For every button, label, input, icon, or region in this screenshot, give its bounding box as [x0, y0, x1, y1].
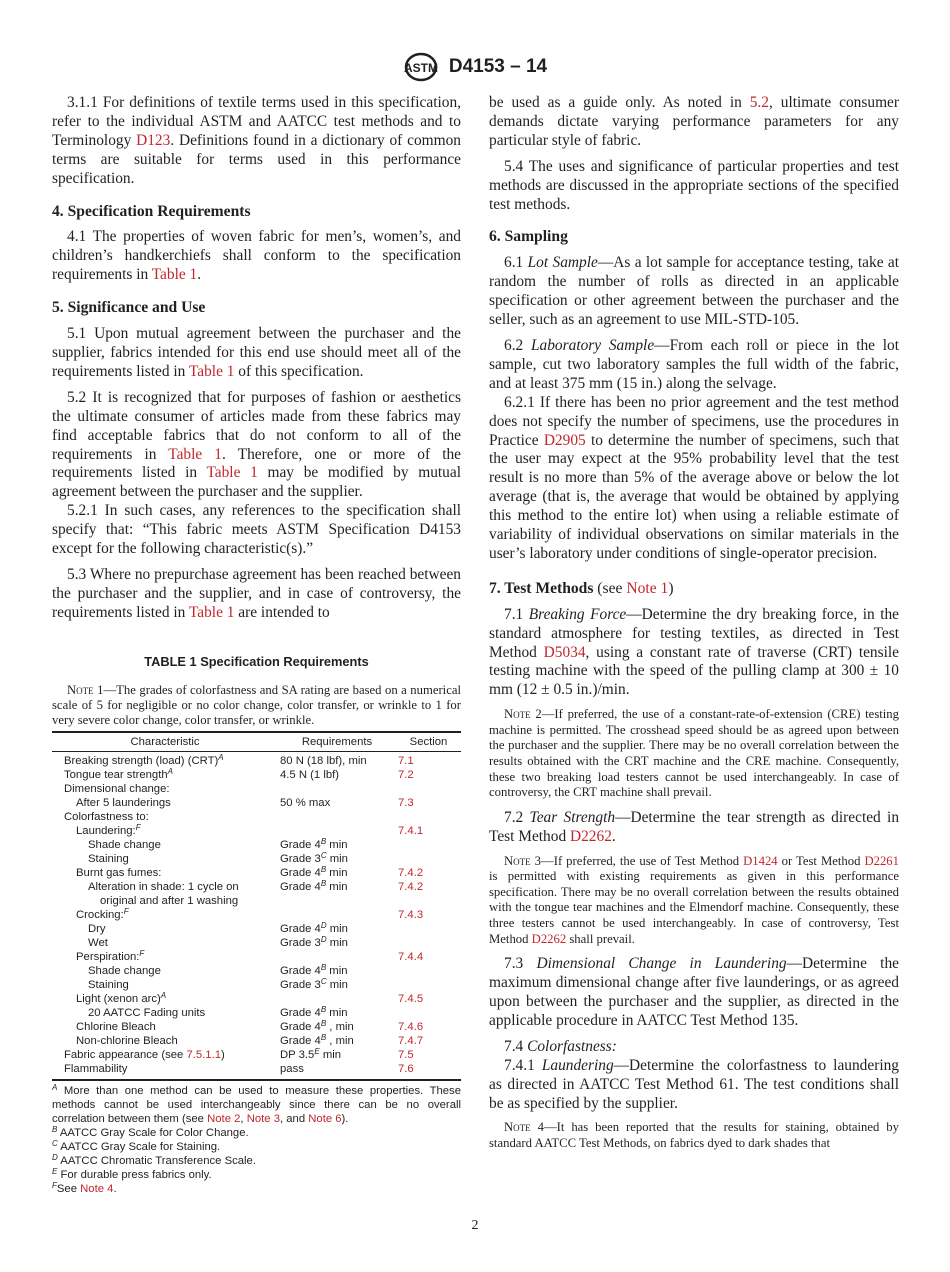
link-table-1[interactable]: Table 1: [206, 464, 258, 482]
paragraph-5-2-1: 5.2.1 In such cases, any references to the specification shall specify that: “This fabric meets ASTM Specification D4153 except for the following characteristic(s).”: [52, 502, 461, 558]
table-row: Crocking:$^F$ 7.4.3: [52, 908, 461, 922]
link-d1424[interactable]: D1424: [743, 853, 778, 868]
footnote-d: $^D$ AATCC Chromatic Transference Scale.: [52, 1152, 256, 1167]
paragraph-6-1: 6.1 Lot Sample—As a lot sample for acceptance testing, take at random the number of rolls as directed in an applicable specification or other agreement between the purchaser and the seller, such as an agreement to use MIL-STD-105.: [489, 254, 899, 329]
paragraph-7-4-1: 7.4.1 Laundering—Determine the colorfastness to laundering as directed in AATCC Test Method 61. The test conditions shall be as specified by the supplier.: [489, 1056, 899, 1112]
paragraph-5-2: 5.2 It is recognized that for purposes of fashion or aesthetics the ultimate consumer of articles made from these fabrics may find acceptable fabrics that do not conform to all of the requirements in Table 1. Therefore, one or more of the requirements listed in Table 1 may be modified by mutual agreement between the purchaser and the supplier.: [52, 388, 461, 501]
paragraph-6-2: 6.2 Laboratory Sample—From each roll or piece in the lot sample, cut two laboratory samples the full width of the fabric, and at least 375 mm (15 in.) along the selvage.: [489, 336, 899, 392]
table-note-1: Note 1—The grades of colorfastness and SA rating are based on a numerical scale of 5 for negligible or no color change, color transfer, or wrinkle to 1 for very severe color change, color transfer, or wrinkle.: [52, 682, 461, 728]
table-row: Chlorine Bleach Grade $4^B$ , min 7.4.6: [52, 1020, 461, 1034]
link-note-4[interactable]: Note 4: [80, 1182, 114, 1195]
table-row: Dimensional change:: [64, 782, 170, 795]
table-row: Non-chlorine Bleach Grade $4^B$ , min 7.4.7: [52, 1034, 461, 1048]
link-7-5-1-1[interactable]: 7.5.1.1: [186, 1048, 222, 1061]
table-row: Light (xenon arc)$^A$ 7.4.5: [52, 992, 461, 1006]
link-d2262[interactable]: D2262: [570, 827, 612, 845]
right-column: [489, 94, 899, 1160]
link-note-2[interactable]: Note 2: [207, 1112, 241, 1125]
paragraph-5-3-continued: be used as a guide only. As noted in 5.2, ultimate consumer demands dictate varying performance parameters for any particular style of fabric.: [489, 94, 899, 149]
table-row: After 5 launderings 50 % max 7.3: [52, 796, 461, 810]
paragraph-5-1: 5.1 Upon mutual agreement between the purchaser and the supplier, fabrics intended for this end use should meet all of the requirements listed in Table 1 of this specification.: [52, 325, 461, 380]
link-d5034[interactable]: D5034: [543, 643, 586, 661]
link-note-3[interactable]: Note 3: [246, 1112, 280, 1125]
table-footnotes: [52, 1084, 461, 1196]
table-row: Tongue tear strength$^A$ 4.5 N (1 lbf) 7.2: [52, 768, 461, 782]
table-row: Alteration in shade: 1 cycle on Grade $4^B$ min 7.4.2: [52, 880, 461, 894]
link-d2905[interactable]: D2905: [543, 431, 586, 449]
link-table-1[interactable]: Table 1: [188, 603, 235, 621]
document-designation: D4153 – 14: [448, 56, 548, 77]
paragraph-7-3: 7.3 Dimensional Change in Laundering—Determine the maximum dimensional change after five launderings, or as agreed upon between the purchaser and the supplier, as directed in the applicable procedure in AATCC Test Method 135.: [489, 955, 899, 1029]
table-row: Shade change Grade $4^B$ min: [88, 962, 348, 977]
note-4: Note 4—It has been reported that the results for staining, obtained by standard AATCC Test Methods, on fabrics dyed to dark shades that: [489, 1120, 899, 1151]
link-5-2[interactable]: 5.2: [749, 94, 769, 111]
left-column: [52, 94, 461, 1196]
table-row: original and after 1 washing: [100, 894, 239, 907]
paragraph-7-4: 7.4 Colorfastness:: [504, 1037, 617, 1055]
paragraph-7-1: 7.1 Breaking Force—Determine the dry breaking force, in the standard atmosphere for testing textiles, as directed in Test Method D5034, using a constant rate of traverse (CRT) tensile testing machine with the speed of the pulling clamp at 300 ± 10 mm (12 ± 0.5 in.)/min.: [489, 605, 900, 699]
footnote-e: $^E$ For durable press fabrics only.: [52, 1166, 212, 1181]
section-heading-5: 5. Significance and Use: [52, 299, 206, 317]
paragraph-5-4: 5.4 The uses and significance of particular properties and test methods are discussed in the appropriate sections of the specified test methods.: [489, 157, 899, 213]
table-row: Shade change Grade $4^B$ min: [88, 836, 348, 851]
section-link[interactable]: 7.4.3: [398, 908, 424, 921]
table-row: Fabric appearance (see 7.5.1.1) DP $3.5^E$ min 7.5: [52, 1048, 461, 1062]
table-row: Perspiration:$^F$ 7.4.4: [52, 950, 461, 964]
paragraph-3-1-1: 3.1.1 For definitions of textile terms used in this specification, refer to the individual ASTM and AATCC test methods and to Terminology D123. Definitions found in a dictionary of common terms are suitable for terms used in this performance specification.: [52, 94, 461, 187]
footnote-a: $^A$ More than one method can be used to measure these properties. These methods cannot be used interchangeably since there can be no overall correlation between them (see Note 2, Note 3, and Note 6).: [52, 1082, 461, 1125]
column-header-section: Section: [409, 735, 448, 748]
link-note-6[interactable]: Note 6: [308, 1112, 342, 1125]
section-heading-6: 6. Sampling: [489, 228, 568, 246]
astm-logo-icon: [403, 52, 439, 82]
paragraph-6-2-1: 6.2.1 If there has been no prior agreement and the test method does not specify the number of specimens, use the procedures in Practice D2905 to determine the number of specimens, such that the user may expect at the 95% probability level that the test result is no more than 5% of the average above or below the lot average (that is, the average that would be obtained by applying this method to the entire lot) when using a reliable estimate of variability of individual observations on similar materials in the user’s laboratory under conditions of single-operator precision.: [489, 393, 899, 562]
link-note-1[interactable]: Note 1: [626, 579, 669, 597]
table-row: Colorfastness to:: [64, 810, 149, 823]
section-link[interactable]: 7.4.2: [398, 866, 424, 879]
footnote-f: $^F$See Note 4.: [52, 1180, 117, 1195]
section-link[interactable]: 7.4.2: [398, 880, 424, 893]
page-header: [0, 52, 950, 86]
section-link[interactable]: 7.4.4: [398, 950, 424, 963]
column-header-requirements: Requirements: [301, 735, 373, 748]
note-3: Note 3—If preferred, the use of Test Method D1424 or Test Method D2261 is permitted with existing requirements as given in this performance specification. There may be no overall correlation between the results obtained with the tongue tear machines and the Elmendorf machine. Consequently, these three testers cannot be used interchangeably. In case of controversy, Test Method D2262 shall prevail.: [489, 853, 899, 946]
section-link[interactable]: 7.5: [398, 1048, 414, 1061]
section-link[interactable]: 7.6: [398, 1062, 414, 1075]
link-d2262[interactable]: D2262: [531, 931, 567, 946]
link-table-1[interactable]: Table 1: [188, 362, 235, 380]
table-row: Breaking strength (load) (CRT)$^A$ 80 N (18 lbf), min 7.1: [52, 751, 461, 768]
section-link[interactable]: 7.4.1: [398, 824, 424, 837]
table-header-row: [52, 732, 461, 752]
table-row: Staining Grade $3^C$ min: [88, 976, 348, 991]
table-row: Flammability pass 7.6: [52, 1062, 461, 1080]
footnote-b: $^B$ AATCC Gray Scale for Color Change.: [52, 1124, 249, 1139]
section-link[interactable]: 7.1: [398, 754, 414, 767]
table-title: TABLE 1 Specification Requirements: [144, 653, 369, 669]
table-row: Laundering:$^F$ 7.4.1: [52, 824, 461, 838]
section-heading-7: 7. Test Methods (see Note 1): [489, 579, 674, 597]
table-row: 20 AATCC Fading units Grade $4^B$ min: [88, 1004, 348, 1019]
column-header-characteristic: Characteristic: [130, 735, 200, 748]
paragraph-5-3: 5.3 Where no prepurchase agreement has been reached between the purchaser and the supplier, and in case of controversy, the requirements listed in Table 1 are intended to: [52, 565, 461, 621]
table-row: Staining Grade $3^C$ min: [88, 850, 348, 865]
paragraph-7-2: 7.2 Tear Strength—Determine the tear strength as directed in Test Method D2262.: [489, 808, 900, 845]
page-number: 2: [471, 1218, 479, 1233]
section-link[interactable]: 7.4.6: [398, 1020, 424, 1033]
svg-text:ASTM: ASTM: [403, 61, 438, 75]
specification-table: [52, 731, 461, 1081]
section-heading-4: 4. Specification Requirements: [52, 202, 251, 220]
paragraph-4-1: 4.1 The properties of woven fabric for men’s, women’s, and children’s handkerchiefs shall conform to the specification requirements in Table 1.: [52, 228, 461, 284]
table-row: Burnt gas fumes: Grade $4^B$ min 7.4.2: [52, 866, 461, 880]
section-link[interactable]: 7.4.7: [398, 1034, 424, 1047]
link-d2261[interactable]: D2261: [864, 853, 899, 868]
note-2: Note 2—If preferred, the use of a constant-rate-of-extension (CRE) testing machine is permitted. The crosshead speed should be as agreed upon between the purchaser and the supplier. There may be no overall correlation between the results obtained with the CRT machine and the CRE machine. Consequently, these two breaking load testers cannot be used interchangeably. In case of controversy, the CRT machine shall prevail.: [489, 707, 899, 800]
link-d123[interactable]: D123: [136, 131, 171, 149]
section-link[interactable]: 7.3: [398, 796, 414, 809]
section-link[interactable]: 7.4.5: [398, 992, 424, 1005]
link-table-1[interactable]: Table 1: [168, 445, 223, 463]
section-link[interactable]: 7.2: [398, 768, 414, 781]
table-row: Dry Grade $4^D$ min: [88, 920, 348, 935]
link-table-1[interactable]: Table 1: [151, 266, 198, 284]
table-row: Wet Grade $3^D$ min: [88, 934, 348, 949]
footnote-c: $^C$ AATCC Gray Scale for Staining.: [52, 1138, 221, 1153]
